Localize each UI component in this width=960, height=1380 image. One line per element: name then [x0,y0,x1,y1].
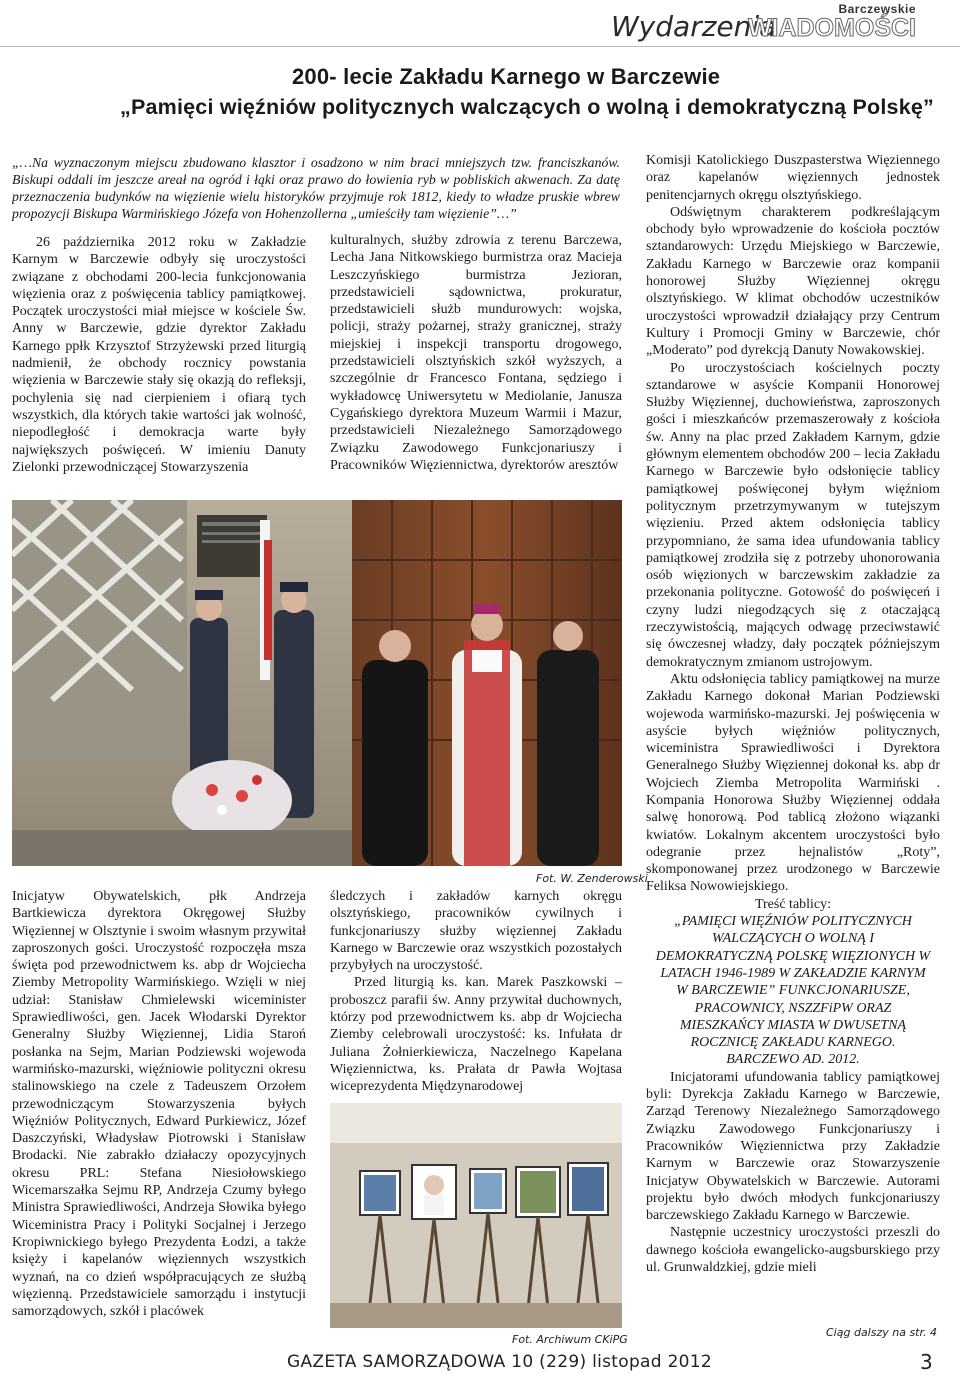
footer-publication: GAZETA SAMORZĄDOWA 10 (229) listopad 2012 [287,1352,713,1372]
header-rule [0,46,960,47]
column3-text-b: Odświętnym charakterem podkreślającym obchody było wprowadzenie do kościoła pocztów sztandarowych: Urzędu Miejskiego w Barczewie, Zakładu Karnego w Barczewie oraz kompanii honorowej Służby Więziennej okręgu olsztyńskiego. W klimat obchodów uczestników uroczystości wprowadził działający przy Centrum Kultury i Promocji Gminy w Barczewie, chór „Moderato” pod dyrekcją Danuty Nowakowskiej. [646,204,940,359]
column1-bottom-text: Inicjatyw Obywatelskich, płk Andrzeja Bartkiewicza dyrektora Okręgowej Służby Więziennej w Olsztynie i swoim własnym przywitał zaproszonych gości. Uroczystość rozpoczęła msza święta pod przewodnictwem ks. abp dr Wojciecha Ziemby Metropolity Warmińskiego. Wzięli w niej udział: Stanisław Chmielewski wiceminister Sprawiedliwości, gen. Jacek Włodarski Dyrektor Generalny Służby Więziennej, Lidia Staroń posłanka na Sejm, Marian Podziewski wojewoda warmińsko-mazurski, więźniowie polityczni okresu stalinowskiego na czele z Tadeuszem Orzołem przewodniczącym Stowarzyszenia byłych Więźniów Politycznych, Edward Purkiewicz, Józef Daszczyński, Władysław Piotrowski i Stanisław Brodacki. Nie zabrakło działaczy opozycyjnych okresu PRL: Stefana Niesiołowskiego Wicemarszałka Sejmu RP, Andrzeja Czumy byłego Ministra Sprawiedliwości, Andrzeja Słowika byłego Wiceministra Pracy i Polityki Socjalnej i Jerzego Kropiwnickiego byłego Prezydenta Łodzi, a także księży i kapelanów więziennych wszystkich wyznań, na co dzień współpracujących ze służbą więzienną. Przedstawiciele samorządu i instytucji samorządowych, szkół i placówek [12,889,306,1320]
column2-mid-text: śledczych i zakładów karnych okręgu olsztyńskiego, pracowników cywilnych i funkcjonariuszy służby więziennej Zakładu Karnego w Barczewie oraz wszystkich pozostałych przybyłych na uroczystość. [330,889,622,974]
plaque-heading: Treść tablicy: [754,896,832,912]
column3 [646,152,940,1320]
column1-top [12,234,306,496]
column3-text-c: Po uroczystościach kościelnych poczty sztandarowe w asyście Kompanii Honorowej Służby Więziennej, duchowieństwa, zaproszonych gości i mieszkańców przemaszerowały z kościoła św. Anny na plac przed Zakładem Karnym, gdzie głównym elementem obchodów 200 – lecia Zakładu Karnego w Barczewie było odsłonięcie tablicy pamiątkowej poświęconej byłym więźniom politycznym przetrzymywanym w tutejszym więzieniu. Przed aktem odsłonięcia tablicy przypomniano, że sama idea ufundowania tablicy pamiątkowej zrodziła się z potrzeby uhonorowania osób więzionych w barczewskim zakładzie za przekonania polityczne. Gotowość do poświęceń i czyny ludzi niegodzących się z otaczającą rzeczywistością, mających odwagę przeciwstawić się ówczesnej władzy, dały początek późniejszym demokratycznym zmianom ustrojowym. [646,360,940,670]
ceremony-photo [12,500,622,866]
column3-text-f: Inicjatorami ufundowania tablicy pamiątkowej byli: Dyrekcja Zakładu Karnego w Barczewie, Zarząd Terenowy Niezależnego Samorządowego Związku Zawodowego Funkcjonariuszy i Pracowników Więziennictwa przy Zakładzie Karnym w Barczewie oraz Stowarzyszenie Inicjatyw Obywatelskich w Barczewie. Autorami projektu było dwóch młodych funkcjonariuszy barczewskiego Zakładu Karnego w Barczewie. [646,1069,940,1224]
article-title: 200- lecie Zakładu Karnego w Barczewie [292,64,721,89]
column2-top [330,232,622,494]
section-title: Wydarzenia [611,10,777,43]
exhibition-photo [330,1103,622,1328]
column3-text-a: Komisji Katolickiego Duszpasterstwa Więziennego oraz kapelanów więziennych jednostek penitencjarnych okręgu olsztyńskiego. [646,153,940,203]
column2-mid2-text: Przed liturgią ks. kan. Marek Paszkowski – proboszcz parafii św. Anny przywitał duchownych, którzy pod przewodnictwem ks. abp dr Wojciecha Ziemby celebrowali uroczystość: ks. Infułata dr Juliana Żołnierkiewicza, Naczelnego Kapelana Więziennictwa, ks. Prałata dr Pawła Wojtasa wiceprezydenta Międzynarodowej [330,975,622,1095]
publication-logo [747,2,916,42]
column2-mid [330,888,622,1098]
column1-top-text: 26 października 2012 roku w Zakładzie Karnym w Barczewie odbyły się uroczystości związane z obchodami 200-lecia funkcjonowania więzienia oraz z poświęcenia tablicy pamiątkowej. Początek uroczystości miał miejsce w kościele Św. Anny w Barczewie, gdzie dyrektor Zakładu Karnego ppłk Krzysztof Strzyżewski przed liturgią nadmienił, że obchody rocznicy powstania więzienia w Barczewie stały się okazją do refleksji, pochylenia się nad cierpieniem i ofiarą tych wszystkich, dla których takie wartości jak wolność, niepodległość i demokracja warte były największych poświęceń. W imieniu Danuty Zielonki przewodniczącej Stowarzyszenia [12,235,306,475]
continued-note: Ciąg dalszy na str. 4 [826,1326,938,1339]
logo-top-text: Barczewskie [838,2,916,16]
page-number: 3 [920,1350,934,1374]
exhibition-photo-image [330,1103,622,1328]
column1-bottom [12,888,306,1333]
column2-top-text: kulturalnych, służby zdrowia z terenu Barczewa, Lecha Jana Nitkowskiego burmistrza oraz Macieja Leszczyńskiego burmistrza Jezioran, przedstawicieli sądownictwa, prokuratur, przedstawicieli służb mundurowych: wojska, policji, straży pożarnej, straży granicznej, straży miejskiej i inspekcji transportu drogowego, przedstawicieli olsztyńskich szkół wyższych, a szczególnie dr Francesco Fontana, sędziego i wykładowcę Uniwersytetu w Mediolanie, Janusza Cygańskiego dyrektora Muzeum Warmii i Mazur, przedstawicieli Niezależnego Samorządowego Związku Zawodowego Funkcjonariuszy i Pracowników Więziennictwa, dyrektorów aresztów [330,233,622,473]
column3-text-g: Następnie uczestnicy uroczystości przeszli do dawnego kościoła ewangelicko-augsburskiego przy ul. Grunwaldzkiej, gdzie mieli [646,1225,940,1275]
ceremony-photo-image [12,500,622,866]
article-lead: „…Na wyznaczonym miejscu zbudowano klasztor i osadzono w nim braci mniejszych tzw. franciszkanów. Biskupi oddali im jeszcze areał na ogród i łąki oraz prawo do łowienia ryb w pobliskich akwenach. Za datę przeznaczenia budynków na więzienie wielu historyków przyjmuje rok 1812, kiedy to władze pruskie wbrew propozycji Biskupa Warmińskiego Józefa von Hohenzollerna „umieściły tam więzienie”…” [12,155,620,221]
photo1-caption: Fot. W. Zenderowski [536,872,648,885]
column3-text-d: Aktu odsłonięcia tablicy pamiątkowej na murze Zakładu Karnego dokonał Marian Podziewski wojewoda warmińsko-mazurski. Jej poświęcenia w asyście byłych więźniów politycznych, wiceministra Sprawiedliwości i Dyrektora Generalnego Służby Więziennej dokonał ks. abp dr Wojciech Ziemba Metropolita Warmiński . Kompania Honorowa Służby Więziennej oddała salwę honorową. Pod tablicą złożono wiązanki kwiatów. Lokalnym akcentem uroczystości było odegranie przez hejnalistów „Roty”, skomponowanej przez urodzonego w Barczewie Feliksa Nowowiejskiego. [646,671,940,895]
article-subtitle: „Pamięci więźniów politycznych walczących o wolną i demokratyczną Polskę” [120,95,934,119]
plaque-text: „PAMIĘCI WIĘŹNIÓW POLITYCZNYCH WALCZĄCYCH O WOLNĄ I DEMOKRATYCZNĄ POLSKĘ WIĘZIONYCH W LATACH 1946-1989 W ZAKŁADZIE KARNYM W BARCZEWIE” FUNKCJONARIUSZE, PRACOWNICY, NSZZFiPW ORAZ MIESZKAŃCY MIASTA W DWUSETNĄ ROCZNICĘ ZAKŁADU KARNEGO. BARCZEWO AD. 2012. [655,914,931,1068]
photo2-caption: Fot. Archiwum CKiPG [512,1333,628,1346]
logo-main-text: WIADOMOŚCI [747,14,916,42]
